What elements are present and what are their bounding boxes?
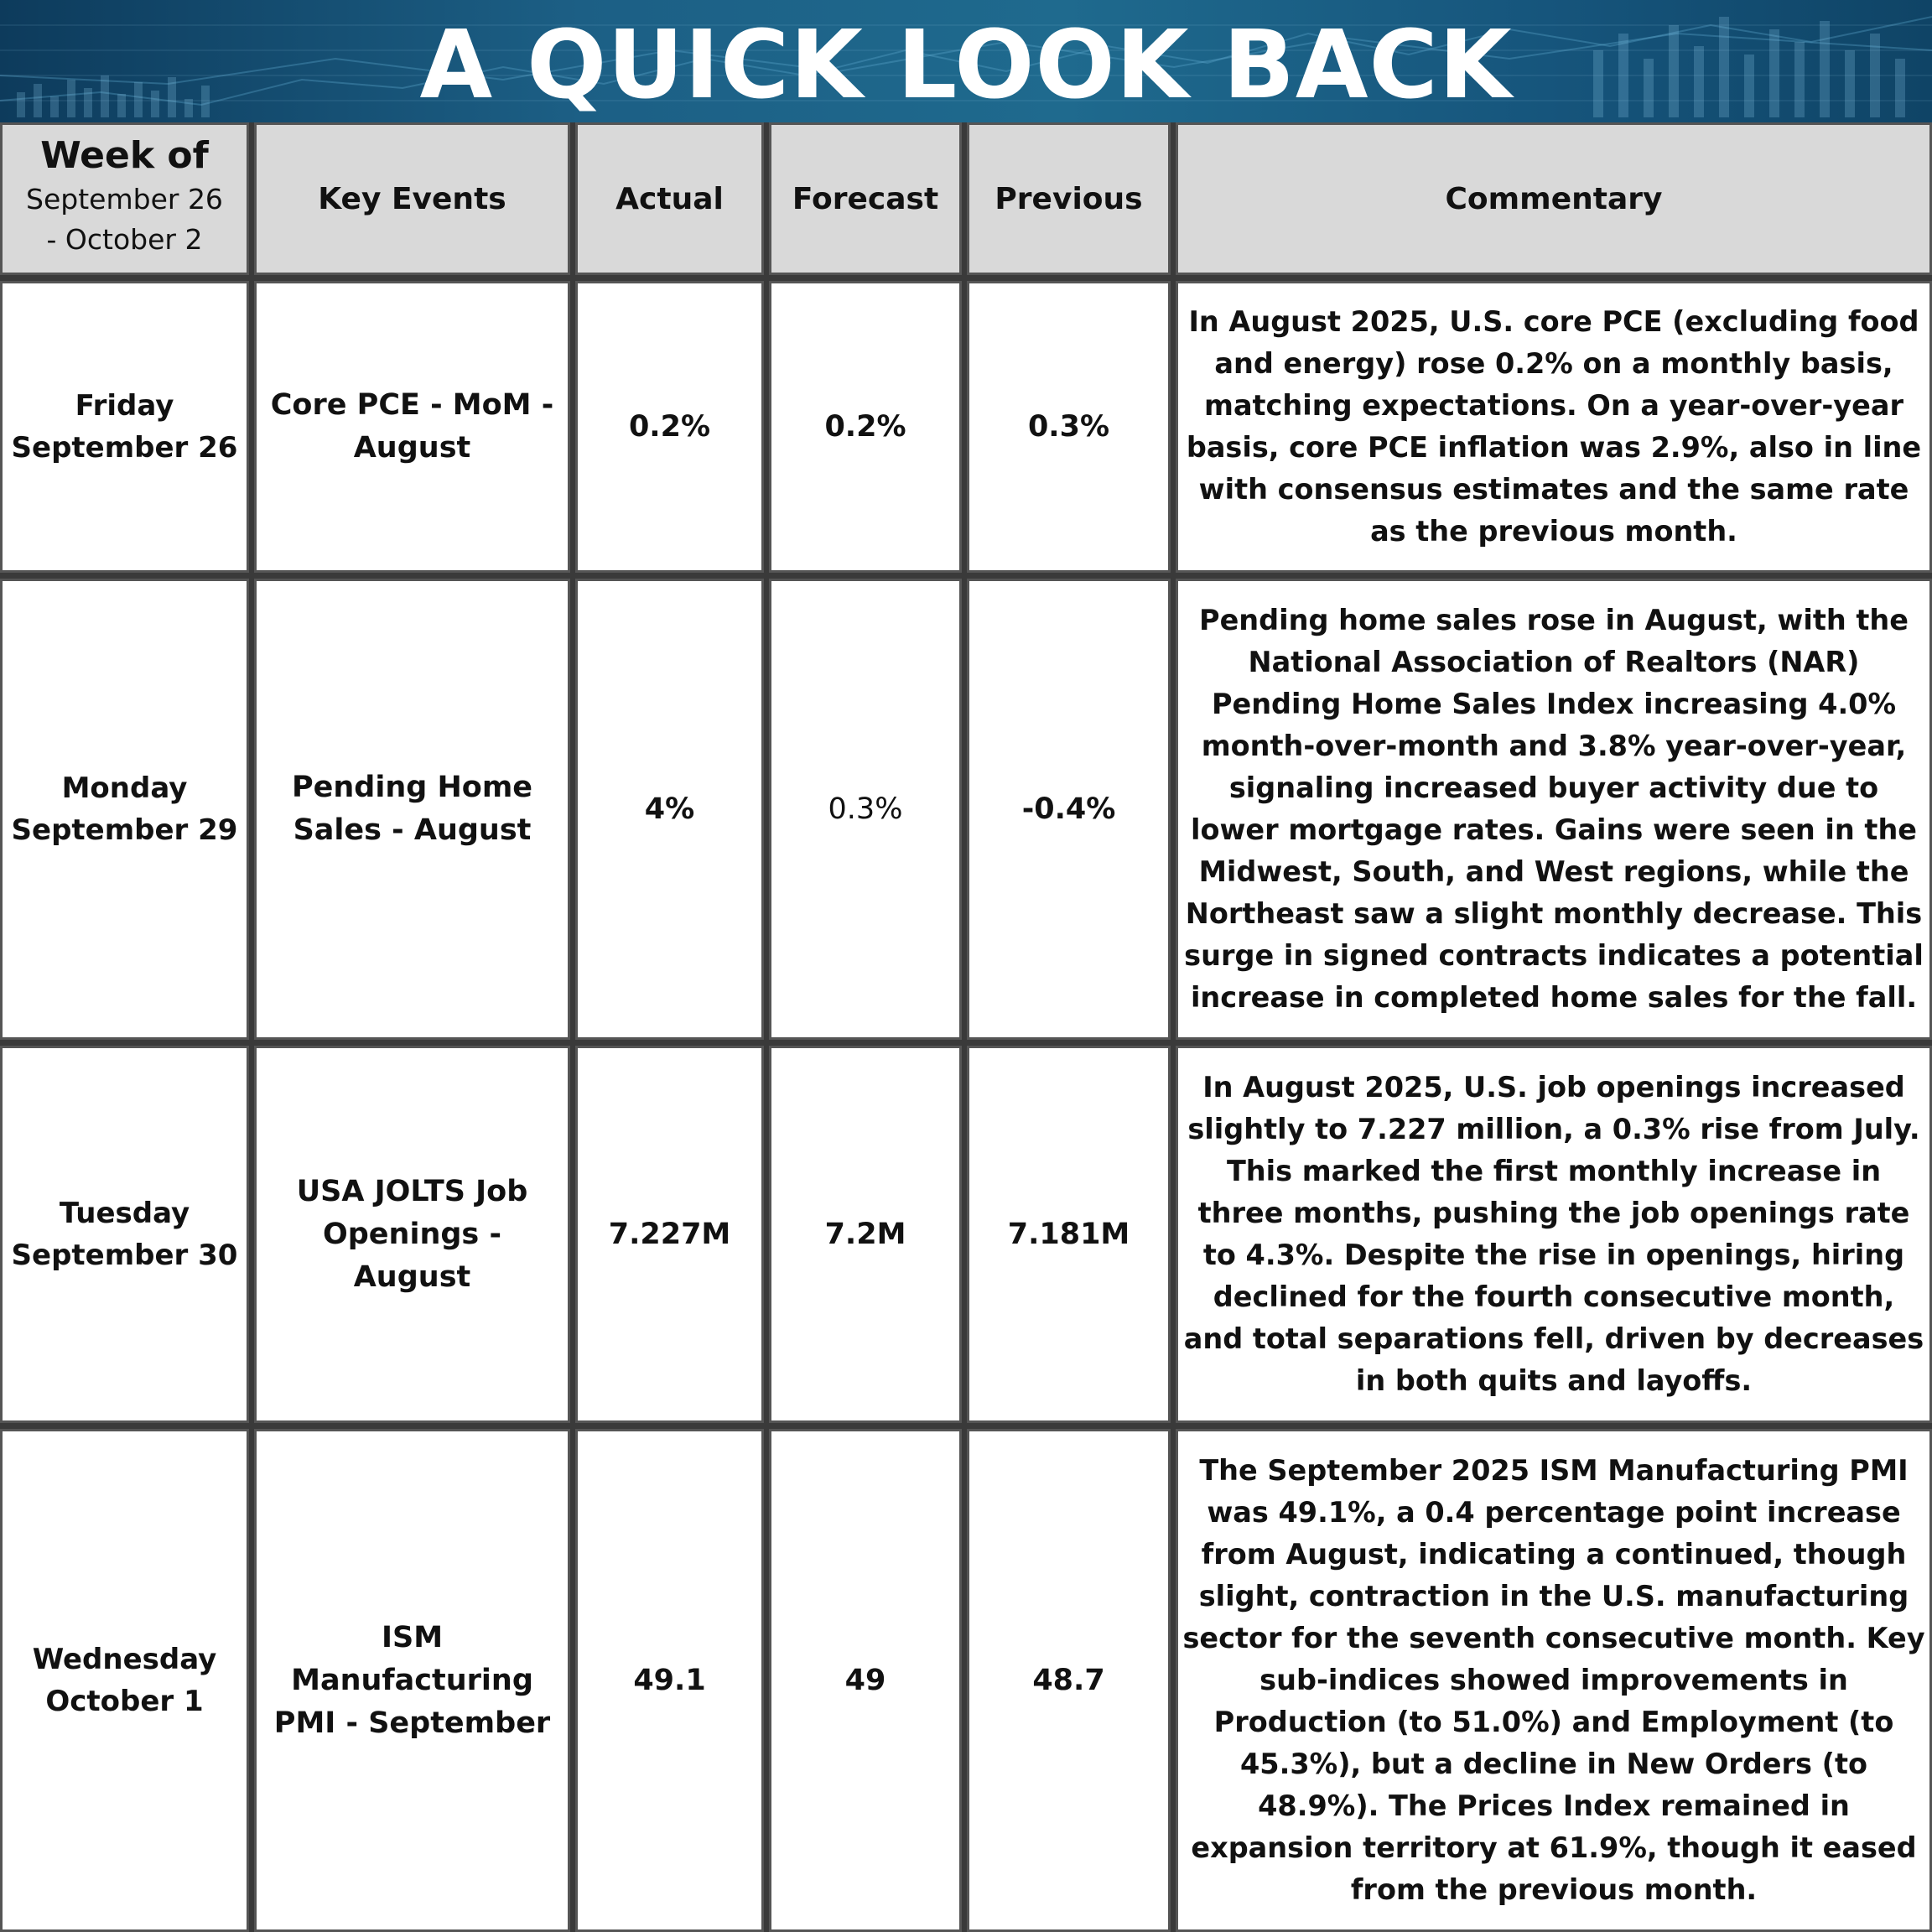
table-row-date (0, 1429, 249, 1932)
table-row-event: ISM Manufacturing PMI - September (254, 1429, 570, 1932)
header-week-of (0, 122, 249, 275)
row-date: October 1 (45, 1685, 204, 1718)
table-row-previous: 48.7 (967, 1429, 1171, 1932)
table-row-date (0, 1046, 249, 1423)
header-actual: Actual (575, 122, 764, 275)
row-day: Friday (75, 389, 174, 423)
header-key-events: Key Events (254, 122, 570, 275)
title-banner (0, 0, 1932, 122)
table-row-previous: 0.3% (967, 281, 1171, 573)
table-row-commentary: Pending home sales rose in August, with the National Association of Realtors (NAR) Pending Home Sales Index increasing 4.0% month-over-month and 3.8% year-over-year, signaling increased buyer activity due to lower mortgage rates. Gains were seen in the Midwest, South, and West regions, while the Northeast saw a slight monthly decrease. This surge in signed contracts indicates a potential increase in completed home sales for the fall. (1176, 579, 1932, 1040)
table-row-date (0, 579, 249, 1040)
table-row-actual: 7.227M (575, 1046, 764, 1423)
table-row-previous: 7.181M (967, 1046, 1171, 1423)
table-row-date (0, 281, 249, 573)
header-week-of-label: Week of (40, 134, 209, 177)
header-forecast: Forecast (769, 122, 962, 275)
header-week-range-end: - October 2 (46, 223, 203, 256)
table-row-actual: 4% (575, 579, 764, 1040)
row-day: Tuesday (59, 1197, 190, 1230)
row-date: September 29 (11, 813, 238, 847)
header-previous: Previous (967, 122, 1171, 275)
table-row-forecast: 0.3% (769, 579, 962, 1040)
table-row-previous: -0.4% (967, 579, 1171, 1040)
table-row-forecast: 49 (769, 1429, 962, 1932)
row-date: September 26 (11, 431, 238, 465)
header-commentary: Commentary (1176, 122, 1932, 275)
table-row-event: USA JOLTS Job Openings - August (254, 1046, 570, 1423)
table-row-commentary: In August 2025, U.S. core PCE (excluding food and energy) rose 0.2% on a monthly basis, matching expectations. On a year-over-year basis, core PCE inflation was 2.9%, also in line with consensus estimates and the same rate as the previous month. (1176, 281, 1932, 573)
table-row-commentary: The September 2025 ISM Manufacturing PMI was 49.1%, a 0.4 percentage point increase from August, indicating a continued, though slight, contraction in the U.S. manufacturing sector for the seventh consecutive month. Key sub-indices showed improvements in Production (to 51.0%) and Employment (to 45.3%), but a decline in New Orders (to 48.9%). The Prices Index remained in expansion territory at 61.9%, though it eased from the previous month. (1176, 1429, 1932, 1932)
table-row-forecast: 7.2M (769, 1046, 962, 1423)
table-row-actual: 0.2% (575, 281, 764, 573)
table-row-event: Pending Home Sales - August (254, 579, 570, 1040)
table-row-commentary: In August 2025, U.S. job openings increased slightly to 7.227 million, a 0.3% rise from July. This marked the first monthly increase in three months, pushing the job openings rate to 4.3%. Despite the rise in openings, hiring declined for the fourth consecutive month, and total separations fell, driven by decreases in both quits and layoffs. (1176, 1046, 1932, 1423)
table-row-actual: 49.1 (575, 1429, 764, 1932)
header-week-range-start: September 26 (26, 183, 223, 216)
row-day: Monday (61, 771, 188, 805)
table-row-event: Core PCE - MoM - August (254, 281, 570, 573)
row-date: September 30 (11, 1239, 238, 1272)
page-title: A QUICK LOOK BACK (419, 11, 1513, 120)
table-row-forecast: 0.2% (769, 281, 962, 573)
row-day: Wednesday (32, 1643, 217, 1676)
